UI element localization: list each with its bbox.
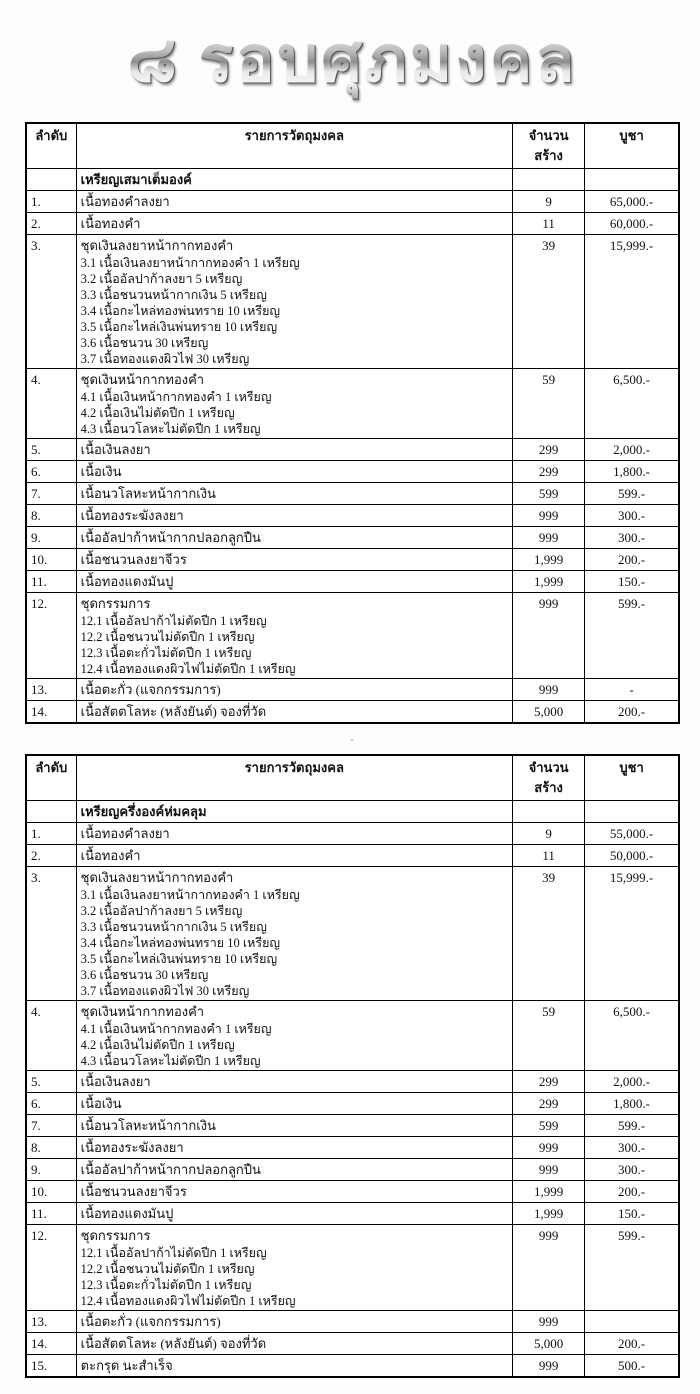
table-row	[26, 369, 679, 439]
header-row	[26, 123, 679, 169]
item-name: ชุดเงินหน้ากากทองคำ	[80, 1004, 205, 1019]
quantity-value: 11	[512, 845, 584, 867]
item-sub-line: 3.4 เนื้อกะไหล่ทองพ่นทราย 10 เหรียญ	[80, 936, 281, 950]
item-name: ตะกรุด นะสำเร็จ	[80, 1358, 173, 1373]
table-row	[26, 213, 679, 235]
item-sub-line: 12.3 เนื้อตะกั่วไม่ตัดปีก 1 เหรียญ	[80, 646, 252, 660]
col-header-qty: จำนวนสร้าง	[512, 123, 584, 169]
item-name: เนื้อเงินลงยา	[80, 1074, 151, 1089]
quantity-value: 599	[512, 1115, 584, 1137]
row-number: 3.	[26, 235, 76, 369]
item-cell	[76, 1071, 512, 1093]
table-row	[26, 593, 679, 679]
table-row	[26, 1203, 679, 1225]
quantity-value: 999	[512, 1159, 584, 1181]
row-number: 12.	[26, 1225, 76, 1311]
item-cell	[76, 461, 512, 483]
table-row	[26, 1181, 679, 1203]
quantity-value: 1,999	[512, 571, 584, 593]
row-number: 12.	[26, 593, 76, 679]
title-banner	[25, 12, 680, 108]
item-name: เนื้อเงิน	[80, 1096, 122, 1111]
row-number: 5.	[26, 1071, 76, 1093]
item-sub-line: 12.4 เนื้อทองแดงผิวไฟไม่ตัดปีก 1 เหรียญ	[80, 662, 296, 676]
item-name: เนื้อเงิน	[80, 464, 122, 479]
row-number: 3.	[26, 867, 76, 1001]
price-value: 2,000.-	[585, 1071, 679, 1093]
col-header-item: รายการวัตถุมงคล	[76, 123, 512, 169]
price-value: 15,999.-	[585, 235, 679, 369]
row-number: 5.	[26, 439, 76, 461]
table-row	[26, 439, 679, 461]
col-header-no: ลำดับ	[26, 755, 76, 801]
table-row	[26, 1333, 679, 1355]
table-row	[26, 1001, 679, 1071]
item-cell	[76, 1203, 512, 1225]
table-row	[26, 679, 679, 701]
row-number: 9.	[26, 527, 76, 549]
price-value: 1,800.-	[585, 461, 679, 483]
row-number: 8.	[26, 505, 76, 527]
quantity-value: 5,000	[512, 701, 584, 724]
item-name: ชุดเงินลงยาหน้ากากทองคำ	[80, 238, 234, 253]
item-name: เนื้ออัลปาก้าหน้ากากปลอกลูกปืน	[80, 530, 261, 545]
row-number: 10.	[26, 1181, 76, 1203]
section-row	[26, 801, 679, 823]
price-value: 65,000.-	[585, 191, 679, 213]
section-qty-cell	[512, 801, 584, 823]
page-separator: -	[350, 732, 355, 746]
item-name: เนื้อสัตตโลหะ (หลังยันต์) จองที่วัด	[80, 1336, 267, 1351]
item-sub-line: 12.3 เนื้อตะกั่วไม่ตัดปีก 1 เหรียญ	[80, 1278, 252, 1292]
row-number: 13.	[26, 679, 76, 701]
item-name: เนื้อชนวนลงยาจีวร	[80, 552, 187, 567]
price-value: 300.-	[585, 505, 679, 527]
item-cell	[76, 191, 512, 213]
price-value	[585, 1311, 679, 1333]
price-value: 200.-	[585, 701, 679, 724]
quantity-value: 999	[512, 593, 584, 679]
item-cell	[76, 235, 512, 369]
item-sub-line: 3.6 เนื้อชนวน 30 เหรียญ	[80, 968, 209, 982]
item-sub-line: 3.1 เนื้อเงินลงยาหน้ากากทองคำ 1 เหรียญ	[80, 256, 300, 270]
row-number: 14.	[26, 1333, 76, 1355]
item-sub-line: 12.4 เนื้อทองแดงผิวไฟไม่ตัดปีก 1 เหรียญ	[80, 1294, 296, 1308]
item-sub-line: 12.2 เนื้อชนวนไม่ตัดปีก 1 เหรียญ	[80, 1262, 255, 1276]
quantity-value: 999	[512, 1225, 584, 1311]
item-cell	[76, 483, 512, 505]
item-sub-line: 4.2 เนื้อเงินไม่ตัดปีก 1 เหรียญ	[80, 1038, 235, 1052]
header-row	[26, 755, 679, 801]
quantity-value: 999	[512, 1137, 584, 1159]
price-value: 300.-	[585, 527, 679, 549]
quantity-value: 299	[512, 461, 584, 483]
section-no-cell	[26, 801, 76, 823]
item-name: เนื้อชนวนลงยาจีวร	[80, 1184, 187, 1199]
table-row	[26, 527, 679, 549]
quantity-value: 9	[512, 823, 584, 845]
table-row	[26, 1115, 679, 1137]
price-value: 500.-	[585, 1355, 679, 1378]
item-cell	[76, 1137, 512, 1159]
price-value: 60,000.-	[585, 213, 679, 235]
price-value: 1,800.-	[585, 1093, 679, 1115]
quantity-value: 59	[512, 1001, 584, 1071]
price-value: 200.-	[585, 1333, 679, 1355]
item-cell	[76, 571, 512, 593]
col-header-price: บูชา	[585, 123, 679, 169]
item-cell	[76, 867, 512, 1001]
price-value: 200.-	[585, 1181, 679, 1203]
col-header-qty: จำนวนสร้าง	[512, 755, 584, 801]
item-name: เนื้อนวโลหะหน้ากากเงิน	[80, 486, 216, 501]
item-name: เนื้อตะกั่ว (แจกกรรมการ)	[80, 1314, 221, 1329]
item-name: เนื้อทองคำ	[80, 848, 141, 863]
table-row	[26, 235, 679, 369]
price-value: 6,500.-	[585, 1001, 679, 1071]
item-cell	[76, 505, 512, 527]
col-header-price: บูชา	[585, 755, 679, 801]
item-sub-line: 3.2 เนื้ออัลปาก้าลงยา 5 เหรียญ	[80, 904, 243, 918]
item-name: เนื้อทองคำ	[80, 216, 141, 231]
quantity-value: 1,999	[512, 1203, 584, 1225]
section-row	[26, 169, 679, 191]
row-number: 10.	[26, 549, 76, 571]
col-header-no: ลำดับ	[26, 123, 76, 169]
table-row	[26, 1159, 679, 1181]
item-sub-line: 3.7 เนื้อทองแดงผิวไฟ 30 เหรียญ	[80, 352, 250, 366]
row-number: 7.	[26, 483, 76, 505]
item-name: เนื้อทองระฆังลงยา	[80, 508, 184, 523]
row-number: 13.	[26, 1311, 76, 1333]
quantity-value: 39	[512, 235, 584, 369]
item-name: เนื้อทองแดงมันปู	[80, 1206, 174, 1221]
price-table-full-body-coin	[25, 122, 680, 724]
price-value: 300.-	[585, 1137, 679, 1159]
table-row	[26, 1071, 679, 1093]
col-header-item: รายการวัตถุมงคล	[76, 755, 512, 801]
item-name: เนื้อสัตตโลหะ (หลังยันต์) จองที่วัด	[80, 704, 267, 719]
table-row	[26, 1093, 679, 1115]
table-row	[26, 1137, 679, 1159]
quantity-value: 1,999	[512, 1181, 584, 1203]
item-sub-line: 3.6 เนื้อชนวน 30 เหรียญ	[80, 336, 209, 350]
table-row	[26, 701, 679, 724]
item-cell	[76, 845, 512, 867]
price-value: 200.-	[585, 549, 679, 571]
quantity-value: 999	[512, 505, 584, 527]
quantity-value: 59	[512, 369, 584, 439]
price-value: 599.-	[585, 1225, 679, 1311]
quantity-value: 5,000	[512, 1333, 584, 1355]
item-name: เนื้อทองแดงมันปู	[80, 574, 174, 589]
row-number: 11.	[26, 1203, 76, 1225]
price-value: 599.-	[585, 1115, 679, 1137]
item-cell	[76, 369, 512, 439]
row-number: 2.	[26, 213, 76, 235]
price-value: -	[585, 679, 679, 701]
item-name: เนื้อทองระฆังลงยา	[80, 1140, 184, 1155]
row-number: 8.	[26, 1137, 76, 1159]
row-number: 6.	[26, 1093, 76, 1115]
row-number: 7.	[26, 1115, 76, 1137]
item-cell	[76, 1115, 512, 1137]
price-value: 6,500.-	[585, 369, 679, 439]
item-sub-line: 3.1 เนื้อเงินลงยาหน้ากากทองคำ 1 เหรียญ	[80, 888, 300, 902]
row-number: 1.	[26, 191, 76, 213]
price-value: 55,000.-	[585, 823, 679, 845]
quantity-value: 11	[512, 213, 584, 235]
item-name: เนื้อทองคำลงยา	[80, 194, 170, 209]
quantity-value: 999	[512, 679, 584, 701]
item-sub-line: 3.3 เนื้อชนวนหน้ากากเงิน 5 เหรียญ	[80, 920, 267, 934]
price-table-half-body-coin	[25, 754, 680, 1378]
section-price-cell	[585, 801, 679, 823]
section-title: เหรียญครึ่งองค์ห่มคลุม	[76, 801, 512, 823]
item-name: ชุดกรรมการ	[80, 1228, 151, 1243]
quantity-value: 39	[512, 867, 584, 1001]
quantity-value: 999	[512, 527, 584, 549]
item-cell	[76, 1225, 512, 1311]
item-cell	[76, 549, 512, 571]
item-cell	[76, 1355, 512, 1378]
item-cell	[76, 439, 512, 461]
item-name: เนื้อเงินลงยา	[80, 442, 151, 457]
table-row	[26, 823, 679, 845]
quantity-value: 299	[512, 1071, 584, 1093]
item-cell	[76, 823, 512, 845]
item-sub-line: 4.1 เนื้อเงินหน้ากากทองคำ 1 เหรียญ	[80, 390, 272, 404]
item-name: ชุดเงินลงยาหน้ากากทองคำ	[80, 870, 234, 885]
item-name: เนื้อตะกั่ว (แจกกรรมการ)	[80, 682, 221, 697]
quantity-value: 9	[512, 191, 584, 213]
section-no-cell	[26, 169, 76, 191]
section-price-cell	[585, 169, 679, 191]
item-sub-line: 4.1 เนื้อเงินหน้ากากทองคำ 1 เหรียญ	[80, 1022, 272, 1036]
item-sub-line: 3.4 เนื้อกะไหล่ทองพ่นทราย 10 เหรียญ	[80, 304, 281, 318]
item-cell	[76, 1311, 512, 1333]
quantity-value: 999	[512, 1311, 584, 1333]
quantity-value: 599	[512, 483, 584, 505]
item-cell	[76, 701, 512, 724]
section-title: เหรียญเสมาเต็มองค์	[76, 169, 512, 191]
item-cell	[76, 1159, 512, 1181]
price-value: 2,000.-	[585, 439, 679, 461]
item-name: ชุดกรรมการ	[80, 596, 151, 611]
item-cell	[76, 1333, 512, 1355]
quantity-value: 999	[512, 1355, 584, 1378]
price-value: 300.-	[585, 1159, 679, 1181]
row-number: 14.	[26, 701, 76, 724]
item-name: ชุดเงินหน้ากากทองคำ	[80, 372, 205, 387]
table-row	[26, 191, 679, 213]
row-number: 4.	[26, 1001, 76, 1071]
quantity-value: 1,999	[512, 549, 584, 571]
table-row	[26, 549, 679, 571]
item-cell	[76, 593, 512, 679]
row-number: 9.	[26, 1159, 76, 1181]
item-sub-line: 4.2 เนื้อเงินไม่ตัดปีก 1 เหรียญ	[80, 406, 235, 420]
item-cell	[76, 1001, 512, 1071]
table-row	[26, 845, 679, 867]
item-cell	[76, 679, 512, 701]
price-value: 50,000.-	[585, 845, 679, 867]
table-row	[26, 1225, 679, 1311]
item-sub-line: 3.2 เนื้ออัลปาก้าลงยา 5 เหรียญ	[80, 272, 243, 286]
row-number: 6.	[26, 461, 76, 483]
quantity-value: 299	[512, 1093, 584, 1115]
quantity-value: 299	[512, 439, 584, 461]
row-number: 15.	[26, 1355, 76, 1378]
price-value: 150.-	[585, 571, 679, 593]
table-row	[26, 867, 679, 1001]
price-value: 599.-	[585, 483, 679, 505]
item-name: เนื้ออัลปาก้าหน้ากากปลอกลูกปืน	[80, 1162, 261, 1177]
table-row	[26, 461, 679, 483]
item-sub-line: 3.7 เนื้อทองแดงผิวไฟ 30 เหรียญ	[80, 984, 250, 998]
item-sub-line: 4.3 เนื้อนวโลหะไม่ตัดปีก 1 เหรียญ	[80, 1054, 261, 1068]
item-sub-line: 3.5 เนื้อกะไหล่เงินพ่นทราย 10 เหรียญ	[80, 320, 278, 334]
row-number: 4.	[26, 369, 76, 439]
table-row	[26, 1355, 679, 1378]
table-row	[26, 505, 679, 527]
row-number: 11.	[26, 571, 76, 593]
item-sub-line: 3.3 เนื้อชนวนหน้ากากเงิน 5 เหรียญ	[80, 288, 267, 302]
section-qty-cell	[512, 169, 584, 191]
price-value: 15,999.-	[585, 867, 679, 1001]
row-number: 1.	[26, 823, 76, 845]
row-number: 2.	[26, 845, 76, 867]
item-cell	[76, 213, 512, 235]
price-value: 599.-	[585, 593, 679, 679]
item-sub-line: 12.2 เนื้อชนวนไม่ตัดปีก 1 เหรียญ	[80, 630, 255, 644]
item-cell	[76, 1093, 512, 1115]
table-row	[26, 1311, 679, 1333]
item-cell	[76, 527, 512, 549]
item-sub-line: 4.3 เนื้อนวโลหะไม่ตัดปีก 1 เหรียญ	[80, 422, 261, 436]
item-name: เนื้อนวโลหะหน้ากากเงิน	[80, 1118, 216, 1133]
item-name: เนื้อทองคำลงยา	[80, 826, 170, 841]
item-sub-line: 12.1 เนื้ออัลปาก้าไม่ตัดปีก 1 เหรียญ	[80, 614, 267, 628]
price-value: 150.-	[585, 1203, 679, 1225]
table-row	[26, 483, 679, 505]
page-title: ๘ รอบศุภมงคล	[127, 12, 577, 108]
item-sub-line: 3.5 เนื้อกะไหล่เงินพ่นทราย 10 เหรียญ	[80, 952, 278, 966]
item-cell	[76, 1181, 512, 1203]
item-sub-line: 12.1 เนื้ออัลปาก้าไม่ตัดปีก 1 เหรียญ	[80, 1246, 267, 1260]
table-row	[26, 571, 679, 593]
